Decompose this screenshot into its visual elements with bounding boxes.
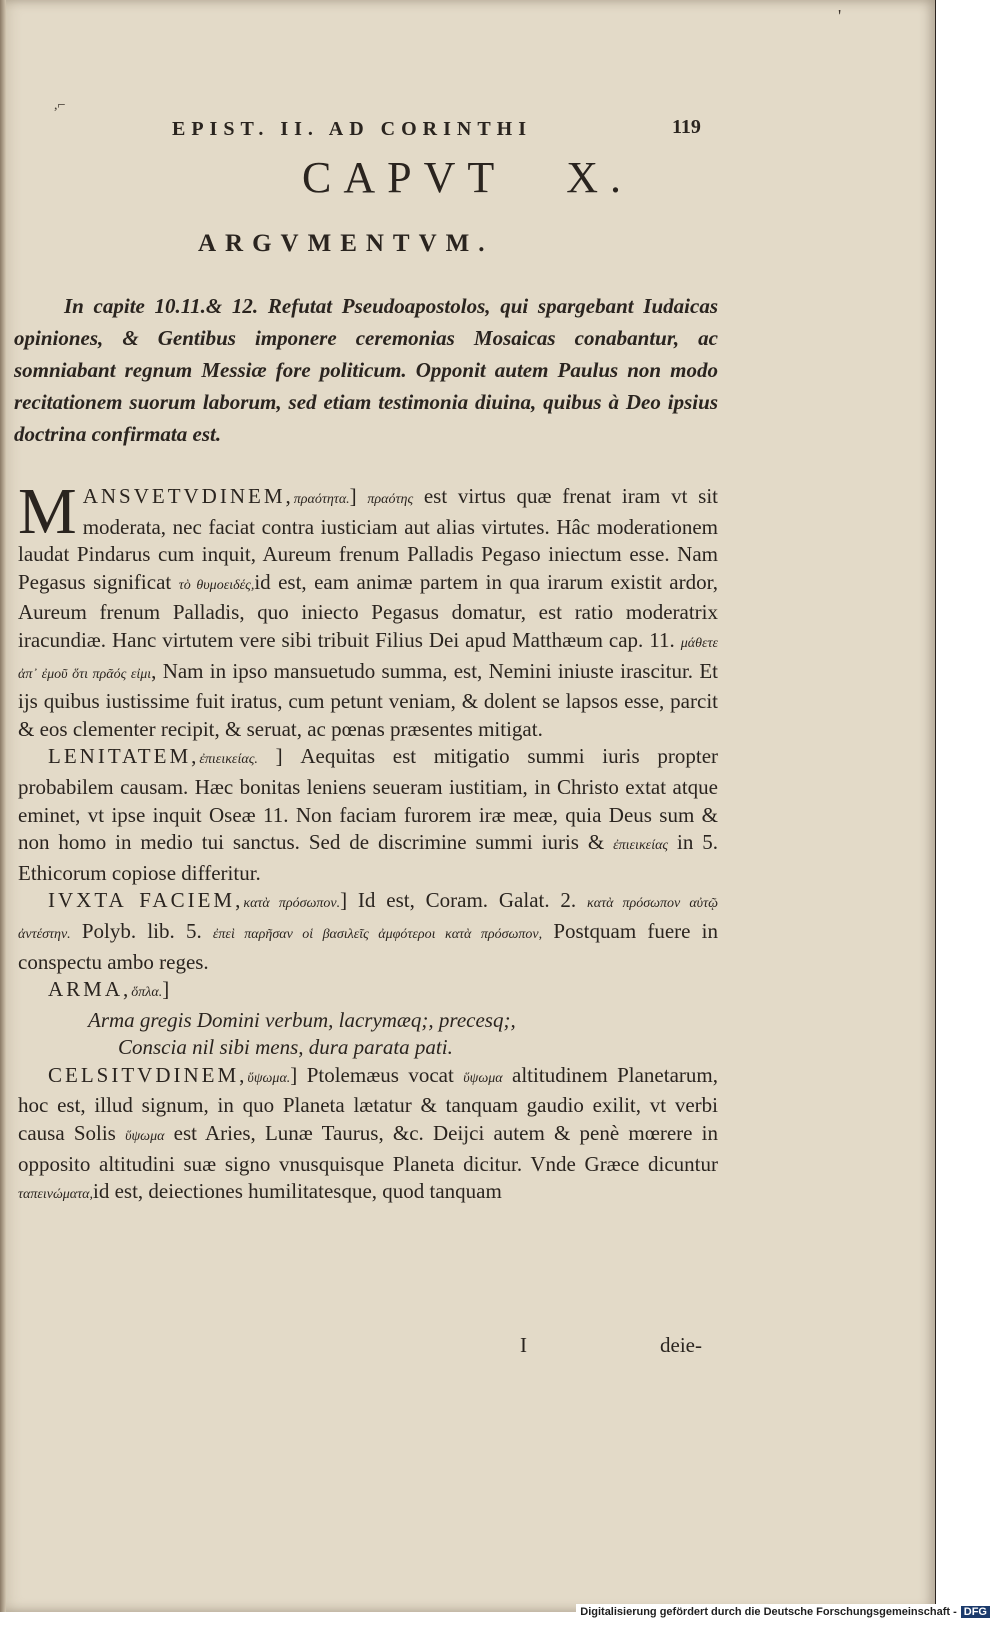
drop-cap: M	[18, 475, 77, 548]
verse-line-1: Arma gregis Domini verbum, lacrymæq;, precesq;,	[88, 1007, 516, 1032]
ink-mark-top: '	[838, 6, 842, 26]
greek-text: ταπεινώματα,	[18, 1187, 93, 1203]
lemma: ANSVETVDINEM,	[82, 484, 294, 508]
page-edge-shadow	[0, 0, 6, 1612]
paragraph-celsitudo	[18, 1062, 718, 1209]
lemma: ARMA,	[48, 977, 132, 1002]
paragraph-text: est Aries, Lunæ Taurus, &c. Deijci autem & penè mœrere in opposito altitudini suæ signo vnusquisque Planeta dicitur. Vnde Græce dicuntur	[18, 1121, 719, 1176]
argument-text: In capite 10.11.& 12. Refutat Pseudoapostolos, qui spargebant Iudaicas opiniones, & Gentibus imponere ceremonias Mosaicas conabantur, ac somniabant regnum Messiæ fore politicum. Opponit autem Paulus non modo recitationem suorum laborum, sed etiam testimonia diuina, quibus à Deo ipsius doctrina confirmata est.	[14, 294, 718, 446]
lemma: CELSITVDINEM,	[48, 1062, 248, 1087]
paragraph-text: ] Ptolemæus vocat	[290, 1062, 454, 1087]
paragraph-arma	[18, 976, 718, 1007]
digitization-credit	[576, 1604, 994, 1620]
chapter-heading	[0, 152, 935, 203]
chapter-label: CAPVT	[301, 153, 507, 202]
greek-text: ἐπιεικείας.	[199, 752, 258, 768]
catchword: deie-	[660, 1333, 702, 1357]
paragraph-text: ] Id est, Coram. Galat. 2.	[340, 888, 577, 913]
paragraph-text: est virtus quæ frenat iram vt sit moderata, nec faciat contra iusticiam aut alias virtutes. Hâc moderationem laudat Pindarus cum inquit, Aureum frenum Palladis Pegaso iniectum esse. Nam Pegasus significat	[18, 484, 719, 594]
chapter-number: X.	[566, 153, 634, 202]
greek-text: ὅπλα.	[131, 985, 163, 1001]
paragraph-iuxta-faciem	[18, 887, 718, 976]
paragraph-text: in 5. Ethicorum copiose differitur.	[18, 830, 719, 885]
greek-text: μάθετε ἀπ᾽ ἐμοῦ ὅτι πρᾶός εἰμι	[18, 635, 718, 682]
argument-heading: ARGVMENTVM.	[198, 230, 494, 257]
lemma: IVXTA FACIEM,	[48, 888, 244, 913]
greek-text: κατὰ πρόσωπον.	[243, 896, 341, 912]
verse-line-2: Conscia nil sibi mens, dura parata pati.	[118, 1035, 453, 1060]
paragraph-mansuetudo: MANSVETVDINEM,πραότητα.] πραότης est virtus quæ frenat iram vt sit moderata, nec faciat contra iusticiam aut alias virtutes. Hâc moderationem laudat Pindarus cum inquit, Aureum frenum Palladis Pegaso iniectum esse. Nam Pegasus significat τὸ θυμοειδές,id est, eam animæ partem in qua irarum existit ardor, Aureum frenum Palladis, quo iniecto Pegasus domatur, est ratio moderatrix iracundiæ. Hanc virtutem vere sibi tribuit Filius Dei apud Matthæum cap. 11. μάθετε ἀπ᾽ ἐμοῦ ὅτι πρᾶός εἰμι, Nam in ipso mansuetudo summa, est, Nemini iniuste irascitur. Et ijs quibus iustissime fuit iratus, cum petunt veniam, & dolent se lapsos esse, parcit & eos clementer recipit, & seruat, ac pœnas præsentes mitigat.	[18, 475, 719, 741]
paragraph-text: Postquam fuere in conspectu ambo reges.	[18, 918, 719, 974]
greek-text: ὕψωμα	[125, 1129, 165, 1145]
paragraph-text: ]	[162, 977, 170, 1002]
greek-text: ὕψωμα.	[247, 1070, 291, 1086]
scan-margin	[936, 0, 1000, 1612]
commentary-body	[18, 475, 719, 1209]
paragraph-text: ] Aequitas est mitigatio summi iuris propter probabilem causam. Hæc bonitas leniens seueram iustitiam, in Christo extat atque eminet, vt ipse inquit Oseæ 11. Non faciam furorem iræ meæ, quia Deus sum & non homo in medio tui sanctus. Sed de discrimine summi iuris &	[18, 744, 719, 855]
greek-text: πραότης	[367, 492, 414, 507]
greek-text: πραότητα.	[293, 492, 350, 507]
greek-text: τὸ θυμοειδές,	[178, 577, 255, 593]
credit-text: Digitalisierung gefördert durch die Deutsche Forschungsgemeinschaft -	[580, 1606, 957, 1618]
greek-text: ὕψωμα	[463, 1070, 503, 1086]
lemma: LENITATEM,	[48, 744, 200, 769]
page-number: 119	[672, 116, 701, 138]
signature-mark: I	[520, 1333, 527, 1357]
greek-text: ἐπιεικείας	[613, 838, 669, 854]
greek-text: κατὰ πρόσωπον αὐτῷ ἀντέστην.	[18, 896, 718, 942]
ink-mark-corner: ,⌐	[54, 98, 66, 113]
paragraph-text: Polyb. lib. 5.	[81, 918, 202, 943]
paragraph-text: id est, eam animæ partem in qua irarum existit ardor, Aureum frenum Palladis, quo iniecto Pegasus domatur, est ratio moderatrix iracundiæ. Hanc virtutem vere sibi tribuit Filius Dei apud Matthæum cap. 11.	[18, 569, 719, 652]
greek-text: ἐπεὶ παρῆσαν οἱ βασιλεῖς ἀμφότεροι κατὰ πρόσωπον,	[212, 926, 543, 942]
paragraph-text: , Nam in ipso mansuetudo summa, est, Nemini iniuste irascitur. Et ijs quibus iustissime fuit iratus, cum petunt veniam, & dolent se lapsos esse, parcit & eos clementer recipit, & seruat, ac pœnas præsentes mitigat.	[18, 658, 718, 741]
paragraph-lenitas	[18, 743, 718, 887]
dfg-logo: DFG	[961, 1606, 990, 1618]
running-head: EPIST. II. AD CORINTHI	[172, 118, 533, 140]
paragraph-text: id est, deiectiones humilitatesque, quod tanquam	[93, 1179, 502, 1204]
paragraph-text: altitudinem Planetarum, hoc est, illud signum, in quo Planeta lætatur & tanquam gaudio exilit, vt verbi causa Solis	[18, 1062, 718, 1146]
